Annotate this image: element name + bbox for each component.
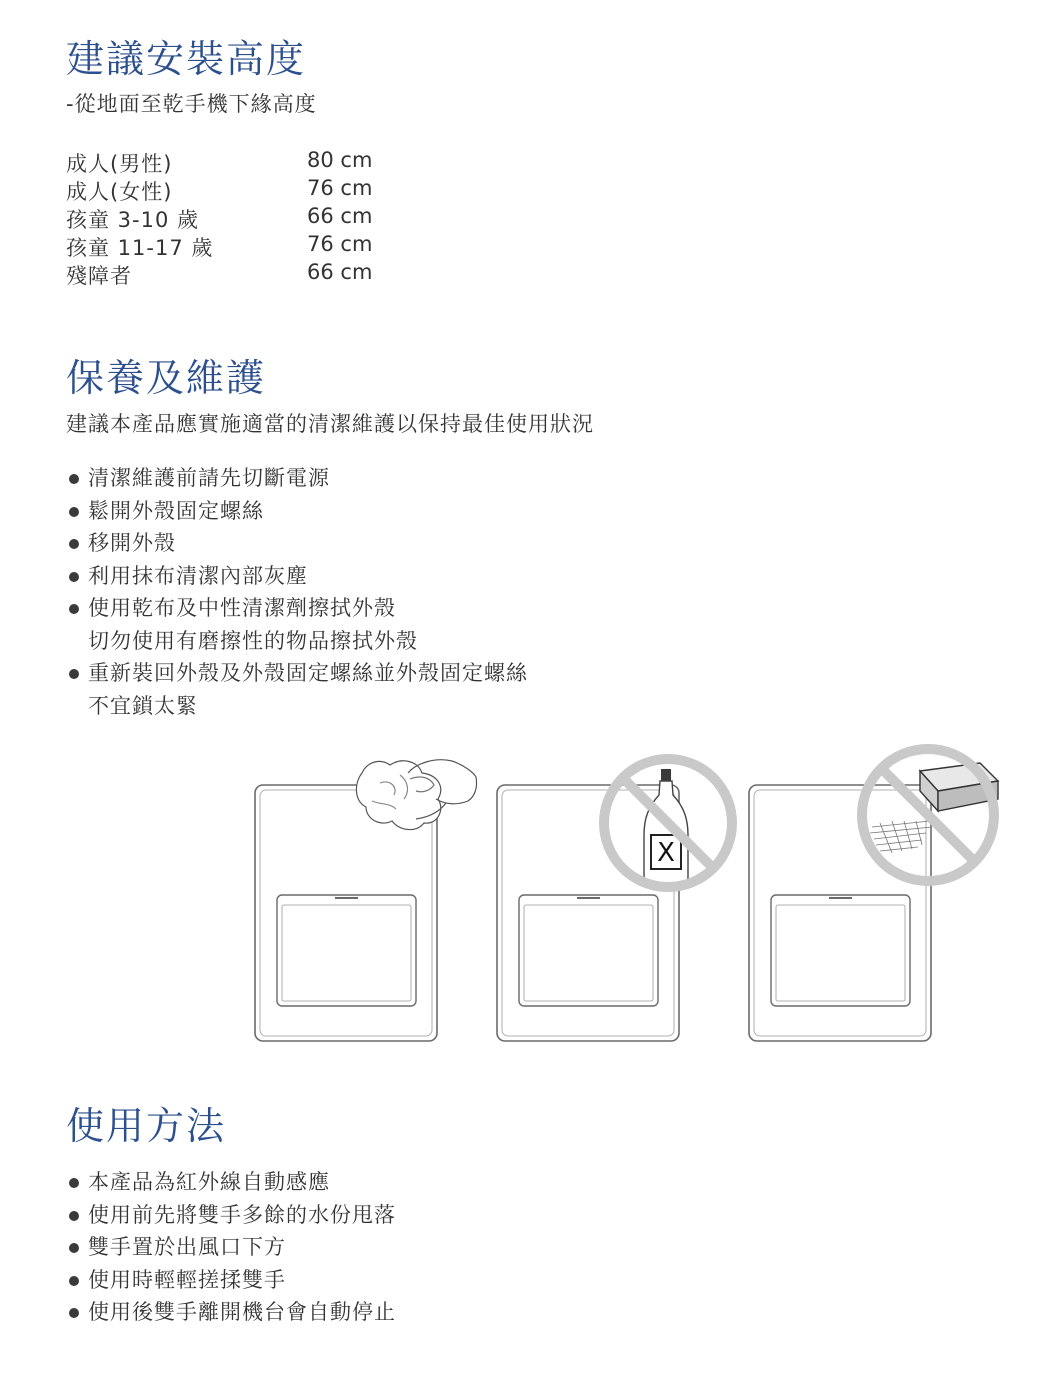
install-heading: 建議安裝高度: [66, 37, 307, 81]
list-item: [66, 495, 528, 528]
list-item-text: 使用前先將雙手多餘的水份甩落: [88, 1202, 396, 1227]
height-row: [66, 148, 466, 176]
list-item-text: 清潔維護前請先切斷電源: [88, 466, 330, 490]
usage-heading: 使用方法: [66, 1104, 227, 1148]
height-row: [66, 232, 466, 260]
usage-list: [66, 1166, 396, 1329]
care-heading: 保養及維護: [66, 356, 267, 400]
bullet-icon: [69, 539, 79, 549]
bullet-icon: [69, 604, 79, 614]
install-subtitle: -從地面至乾手機下緣高度: [66, 92, 317, 116]
bullet-icon: [69, 572, 79, 582]
list-item: [66, 1264, 396, 1297]
height-row-label: 成人(女性): [66, 180, 173, 204]
height-row: [66, 260, 466, 288]
list-item-text: 使用乾布及中性清潔劑擦拭外殼: [88, 596, 396, 620]
list-item: [66, 592, 528, 657]
bullet-icon: [69, 1308, 79, 1318]
bullet-icon: [69, 1243, 79, 1253]
bullet-icon: [69, 1276, 79, 1286]
list-item-text: 移開外殼: [88, 531, 176, 555]
height-row-label: 成人(男性): [66, 152, 173, 176]
height-row: [66, 176, 466, 204]
height-row-value: 76 cm: [307, 176, 373, 200]
bullet-icon: [69, 474, 79, 484]
height-row-value: 66 cm: [307, 260, 373, 284]
list-item-text: 雙手置於出風口下方: [88, 1235, 286, 1259]
height-row-value: 66 cm: [307, 204, 373, 228]
list-item-text: 本產品為紅外線自動感應: [88, 1170, 330, 1194]
list-item: [66, 1296, 396, 1329]
care-intro: 建議本產品應實施適當的清潔維護以保持最佳使用狀況: [66, 412, 594, 436]
cloth-hand-icon: [356, 760, 476, 830]
height-row-label: 殘障者: [66, 264, 132, 288]
bottle-label: X: [657, 838, 675, 868]
list-item: [66, 1166, 396, 1199]
list-item-text-cont: 切勿使用有磨擦性的物品擦拭外殼: [88, 628, 418, 653]
list-item: [66, 1199, 396, 1232]
height-row-label: 孩童 11-17 歲: [66, 236, 214, 260]
cleaning-illustration: [240, 735, 1010, 1047]
list-item-text: 鬆開外殼固定螺絲: [88, 498, 264, 523]
list-item: [66, 560, 528, 593]
list-item-text: 重新裝回外殼及外殼固定螺絲並外殼固定螺絲: [88, 661, 528, 685]
bullet-icon: [69, 1211, 79, 1221]
height-row-value: 80 cm: [307, 148, 373, 172]
list-item-text-cont: 不宜鎖太緊: [88, 693, 198, 718]
list-item: [66, 657, 528, 722]
list-item: [66, 1231, 396, 1264]
height-row: [66, 204, 466, 232]
bullet-icon: [69, 669, 79, 679]
list-item-text: 使用時輕輕搓揉雙手: [88, 1267, 286, 1292]
care-list: [66, 462, 528, 722]
height-row-value: 76 cm: [307, 232, 373, 256]
bullet-icon: [69, 507, 79, 517]
bullet-icon: [69, 1178, 79, 1188]
prohibited-icon: [862, 749, 994, 881]
list-item-text: 使用後雙手離開機台會自動停止: [88, 1300, 396, 1324]
list-item: [66, 527, 528, 560]
list-item: [66, 462, 528, 495]
height-row-label: 孩童 3-10 歲: [66, 208, 200, 232]
list-item-text: 利用抹布清潔內部灰塵: [88, 563, 308, 588]
scratch-marks-icon: [870, 821, 932, 853]
